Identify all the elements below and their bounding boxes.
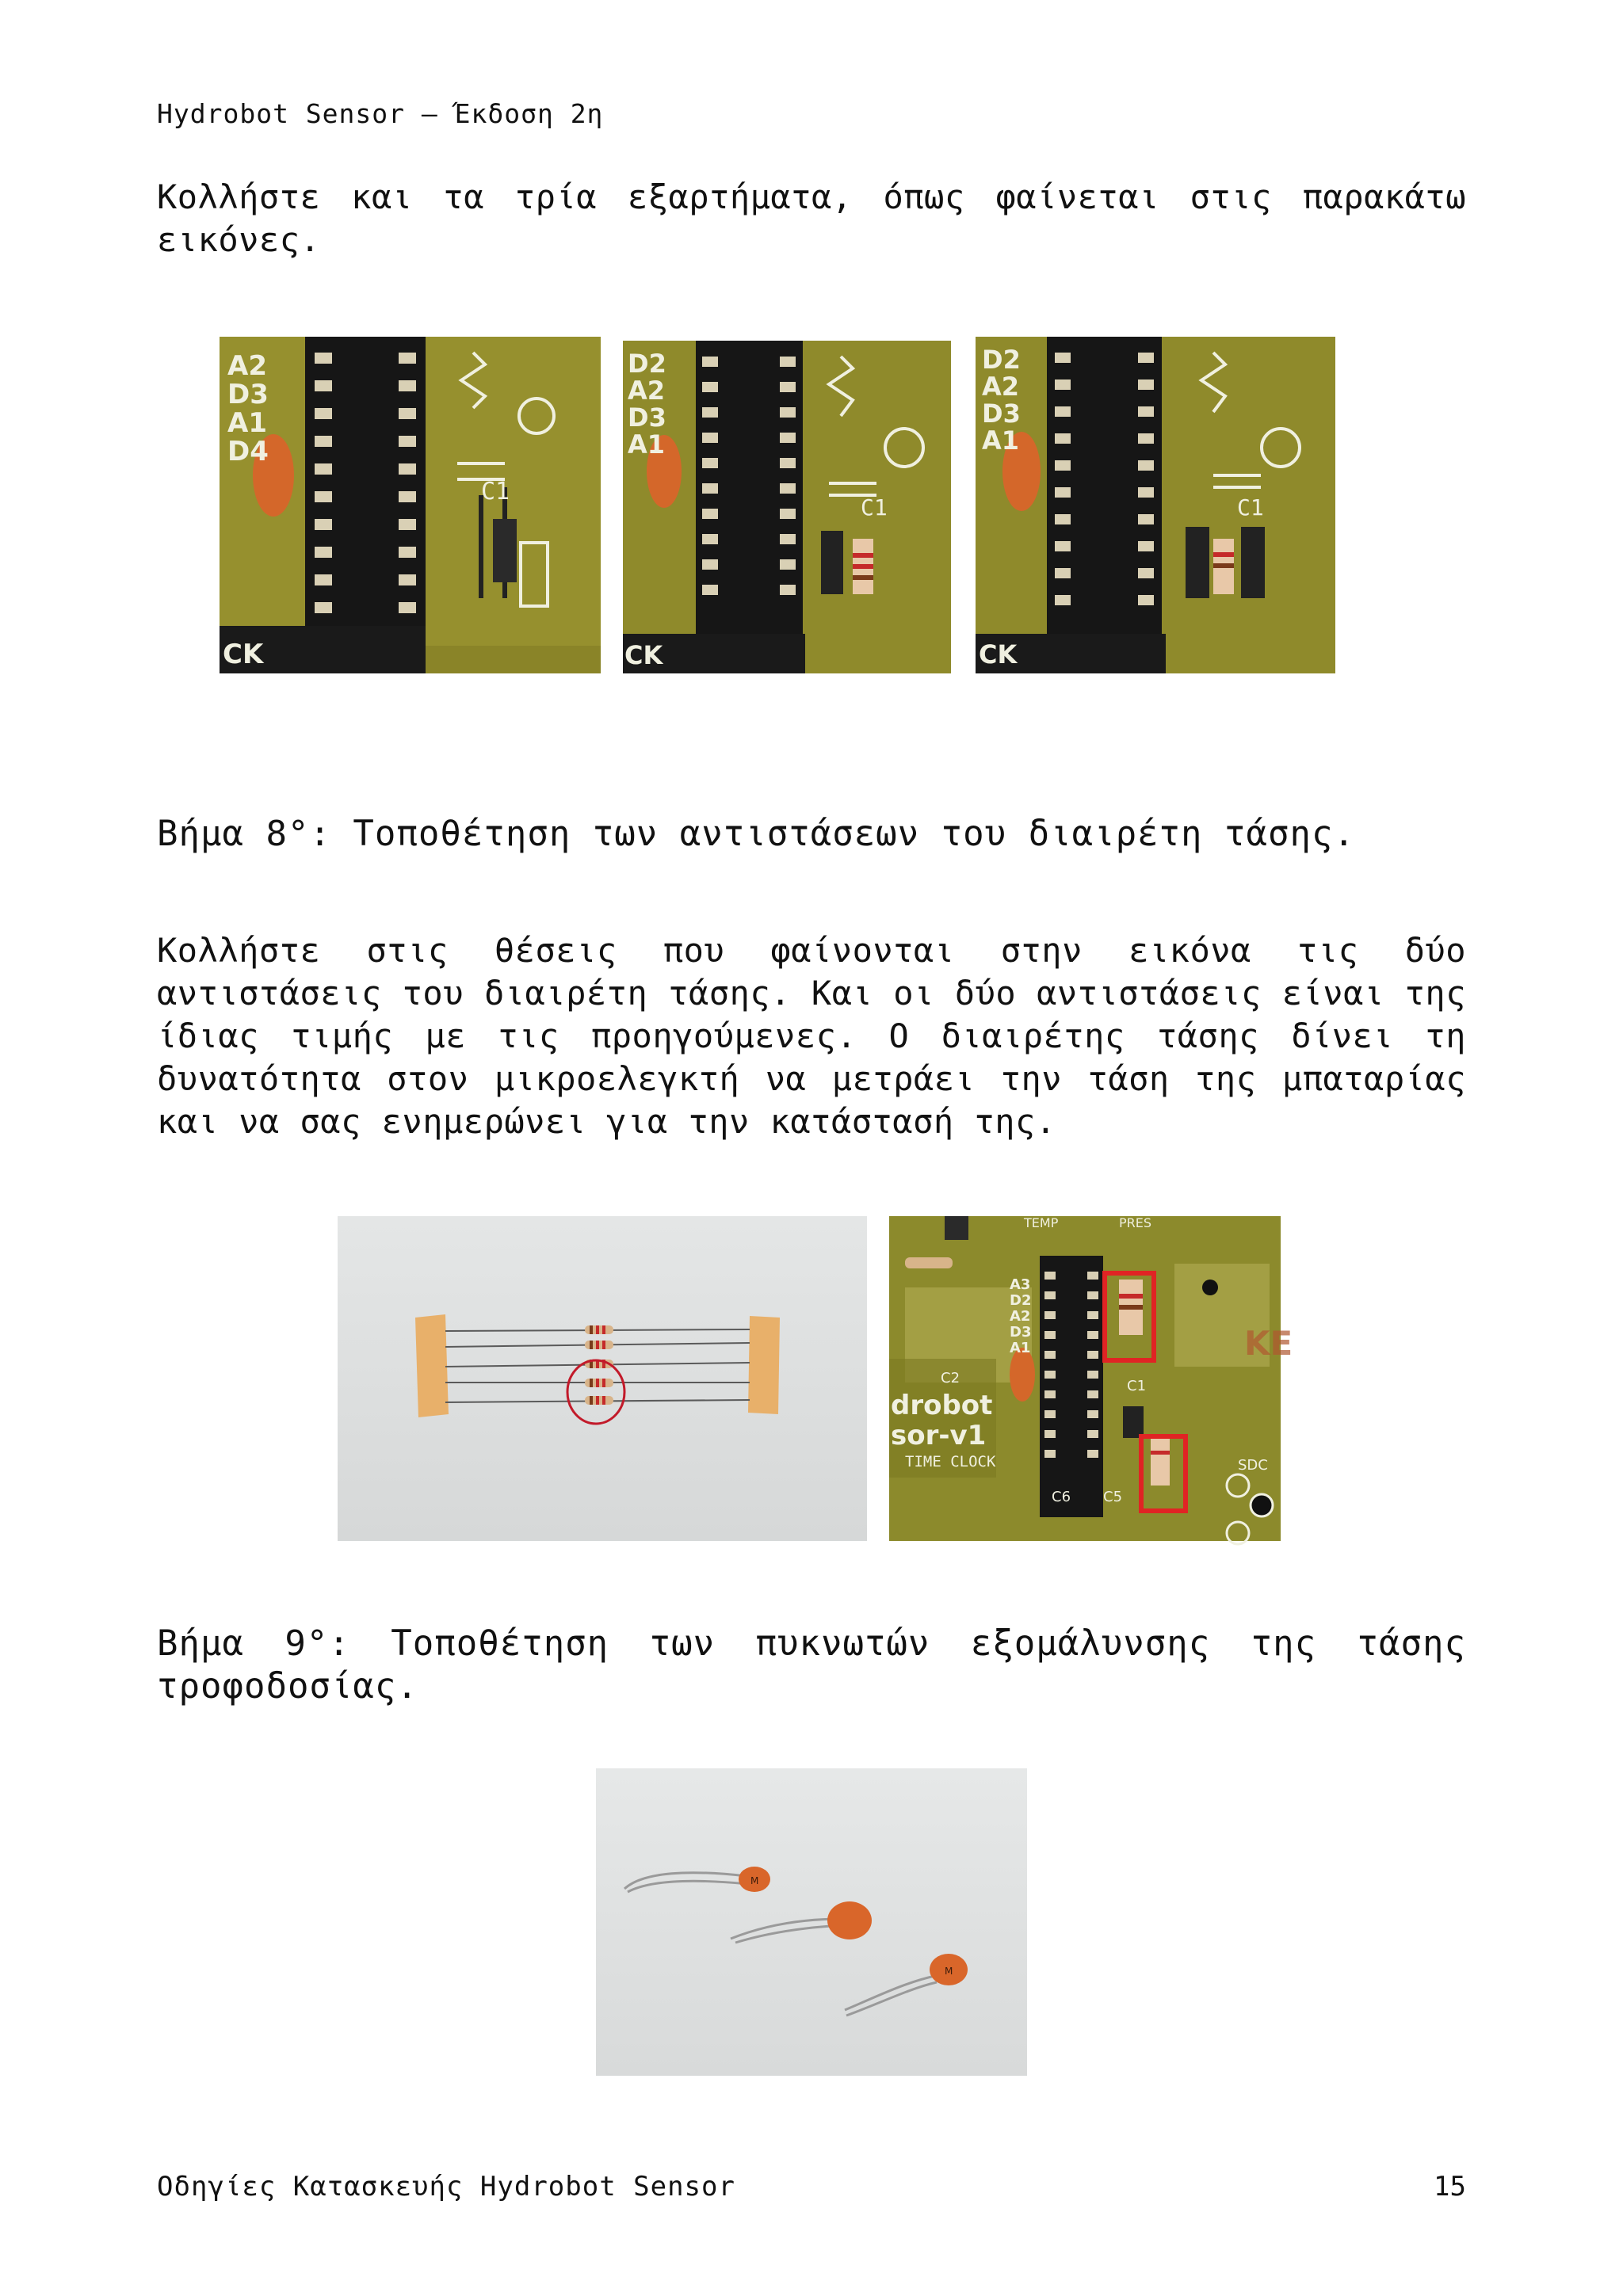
svg-text:TIME CLOCK: TIME CLOCK <box>905 1453 996 1470</box>
svg-text:C1: C1 <box>861 494 888 521</box>
svg-text:A2: A2 <box>628 376 666 406</box>
footer-doc-title: Οδηγίες Κατασκευής Hydrobot Sensor <box>157 2171 735 2203</box>
capacitors-photo <box>596 1768 1027 2076</box>
svg-text:A1: A1 <box>1010 1340 1031 1356</box>
board-photo-1 <box>220 337 601 673</box>
svg-text:C1: C1 <box>481 478 510 505</box>
svg-text:CK: CK <box>979 639 1018 669</box>
page-number: 15 <box>1434 2171 1466 2203</box>
svg-text:D4: D4 <box>227 436 269 467</box>
svg-text:D3: D3 <box>1010 1324 1032 1341</box>
svg-text:C2: C2 <box>941 1370 960 1386</box>
svg-text:D2: D2 <box>1010 1292 1032 1309</box>
svg-text:KE: KE <box>1244 1324 1293 1363</box>
svg-text:M: M <box>945 1966 953 1977</box>
svg-text:C6: C6 <box>1052 1489 1071 1505</box>
svg-text:CK: CK <box>223 639 264 670</box>
voltage-divider-board-photo <box>889 1215 1293 1541</box>
step8-paragraph: Κολλήστε στις θέσεις που φαίνονται στην εικόνα τις δύο αντιστάσεις του διαιρέτη τάσης. Και οι δύο αντιστάσεις είναι της ίδιας τιμής με τις προηγούμενες. Ο διαιρέτης τάσης δίνει τη δυνατότητα στον μικροελεγκτή να μετράει την τάση της μπαταρίας και να σας ενημερώνει για την κατάστασή της. <box>157 931 1466 1141</box>
step8-heading: Βήμα 8°: Τοποθέτηση των αντιστάσεων του διαιρέτη τάσης. <box>157 814 1355 854</box>
svg-text:D3: D3 <box>227 379 269 410</box>
svg-text:A2: A2 <box>1010 1308 1031 1325</box>
intro-paragraph: Κολλήστε και τα τρία εξαρτήματα, όπως φαίνεται στις παρακάτω εικόνες. <box>157 177 1466 259</box>
step9-heading: Βήμα 9°: Τοποθέτηση των πυκνωτών εξομάλυνσης της τάσης τροφοδοσίας. <box>157 1623 1466 1707</box>
svg-text:A1: A1 <box>982 425 1020 456</box>
svg-text:A1: A1 <box>227 407 267 439</box>
board-photo-3 <box>976 337 1335 673</box>
board-photo-2 <box>623 341 951 673</box>
svg-text:A1: A1 <box>628 429 666 460</box>
svg-text:sor-v1: sor-v1 <box>891 1420 987 1451</box>
svg-text:TEMP: TEMP <box>1024 1215 1059 1230</box>
svg-text:C1: C1 <box>1127 1378 1147 1394</box>
svg-text:A2: A2 <box>227 350 267 382</box>
svg-text:D3: D3 <box>982 399 1021 429</box>
svg-text:SDC: SDC <box>1238 1457 1268 1474</box>
svg-text:PRES: PRES <box>1119 1215 1152 1230</box>
svg-text:drobot: drobot <box>891 1390 993 1421</box>
svg-text:C5: C5 <box>1103 1489 1123 1505</box>
svg-text:D3: D3 <box>628 402 666 433</box>
svg-text:A2: A2 <box>982 372 1020 402</box>
resistors-photo <box>338 1216 867 1541</box>
svg-text:D2: D2 <box>982 345 1021 375</box>
running-header: Hydrobot Sensor – Έκδοση 2η <box>157 98 604 129</box>
svg-text:CK: CK <box>624 640 663 670</box>
svg-text:M: M <box>750 1875 759 1886</box>
svg-text:A3: A3 <box>1010 1276 1031 1293</box>
svg-text:D2: D2 <box>628 349 666 379</box>
svg-text:C1: C1 <box>1237 494 1264 521</box>
